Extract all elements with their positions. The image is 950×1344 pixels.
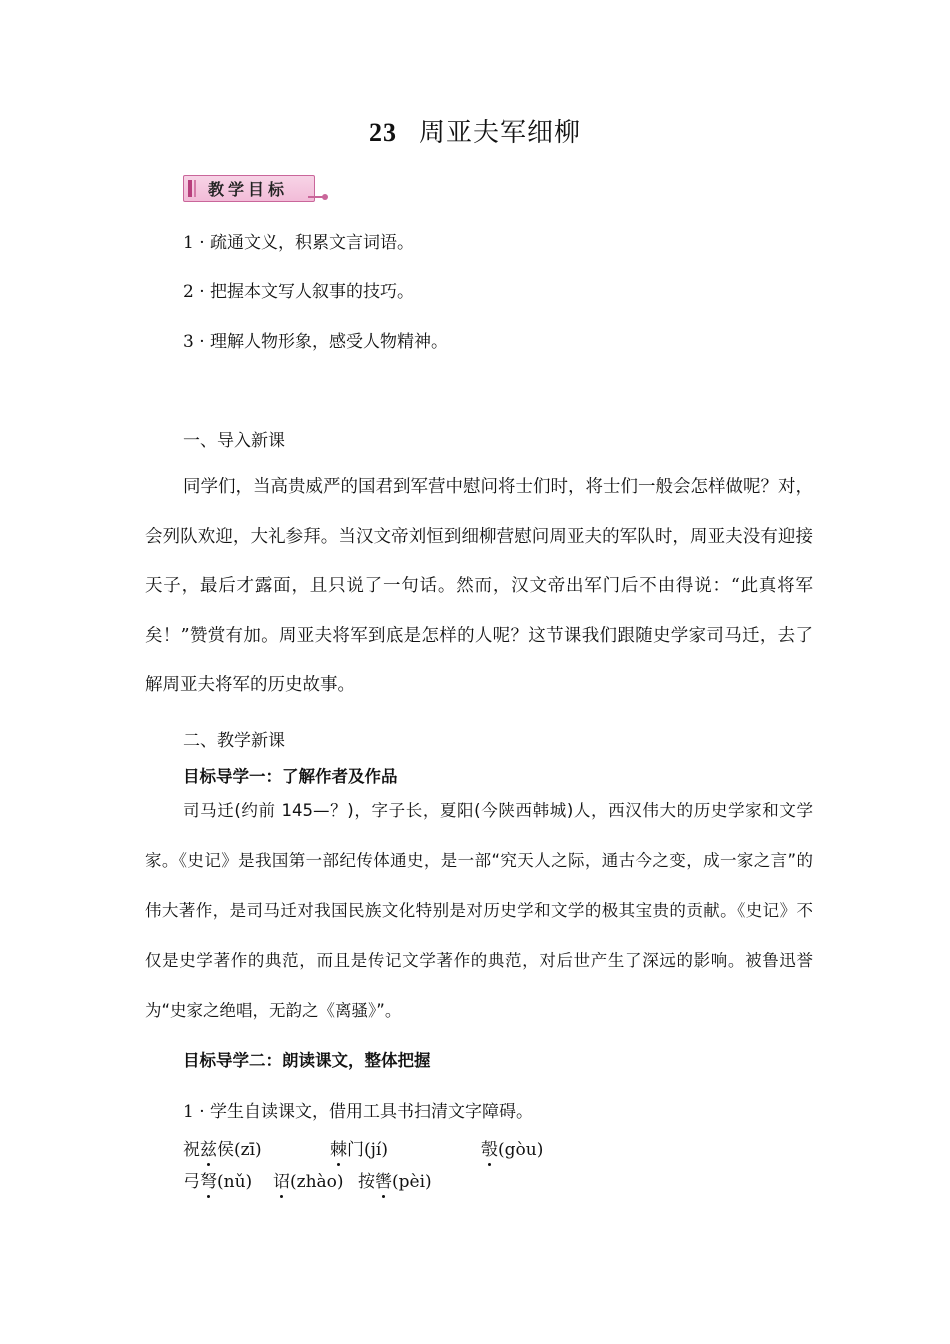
lesson-title — [0, 112, 950, 149]
section-2-heading: 二、教学新课 — [183, 731, 285, 751]
objective-2: 2 · 把握本文写人叙事的技巧。 — [183, 282, 415, 302]
lesson-title-text: 周亚夫军细柳 — [418, 118, 581, 148]
lesson-number: 23 — [368, 118, 397, 147]
vocab-prefix: 弓 — [183, 1172, 200, 1192]
section-1-heading: 一、导入新课 — [183, 431, 285, 451]
objective-3: 3 · 理解人物形象，感受人物精神。 — [183, 332, 449, 352]
banner-stripe — [188, 180, 192, 197]
vocab-marked-char: 弩 — [200, 1167, 217, 1192]
vocab-item — [358, 1167, 432, 1192]
vocab-reading: 门(jí) — [347, 1140, 388, 1160]
vocab-marked-char: 诏 — [273, 1167, 290, 1192]
vocab-marked-char: 兹 — [200, 1135, 217, 1160]
vocab-reading: (nǔ) — [217, 1172, 253, 1192]
vocab-item — [481, 1135, 543, 1160]
banner-label: 教学目标 — [208, 180, 289, 199]
vocab-marked-char: 彀 — [481, 1135, 498, 1160]
vocab-item — [273, 1167, 344, 1192]
vocab-reading: (gòu) — [498, 1140, 544, 1160]
objective-1: 1 · 疏通文义，积累文言词语。 — [183, 233, 415, 253]
goal-1-heading: 目标导学一：了解作者及作品 — [183, 767, 398, 786]
vocab-prefix: 按 — [358, 1172, 375, 1192]
vocab-reading: (pèi) — [392, 1172, 432, 1192]
teaching-goals-banner — [183, 175, 315, 202]
banner-dot — [322, 194, 328, 200]
vocab-reading: 侯(zī) — [217, 1140, 262, 1160]
vocab-item — [183, 1167, 252, 1192]
intro-paragraph: 同学们，当高贵威严的国君到军营中慰问将士们时，将士们一般会怎样做呢？对，会列队欢迎，大礼参拜。当汉文帝刘恒到细柳营慰问周亚夫的军队时，周亚夫没有迎接天子，最后才露面，且只说了一句话。然而，汉文帝出军门后不由得说：“此真将军矣！”赞赏有加。周亚夫将军到底是怎样的人呢？这节课我们跟随史学家司马迁，去了解周亚夫将军的历史故事。 — [145, 477, 813, 695]
vocab-item — [183, 1135, 262, 1160]
vocab-marked-char: 棘 — [330, 1135, 347, 1160]
goal-2-heading: 目标导学二：朗读课文，整体把握 — [183, 1051, 431, 1070]
vocab-reading: (zhào) — [290, 1172, 344, 1192]
vocab-marked-char: 辔 — [375, 1167, 392, 1192]
author-paragraph: 司马迁(约前 145—？)，字子长，夏阳(今陕西韩城)人，西汉伟大的历史学家和文学家。《史记》是我国第一部纪传体通史，是一部“究天人之际，通古今之变，成一家之言”的伟大著作，是司马迁对我国民族文化特别是对历史学和文学的极其宝贵的贡献。《史记》不仅是史学著作的典范，而且是传记文学著作的典范，对后世产生了深远的影响。被鲁迅誉为“史家之绝唱，无韵之《离骚》”。 — [145, 801, 813, 1020]
banner-stripe-thin — [194, 180, 196, 197]
step-1-text: 1 · 学生自读课文，借用工具书扫清文字障碍。 — [183, 1102, 534, 1122]
vocab-prefix: 祝 — [183, 1140, 200, 1160]
vocab-item — [330, 1135, 388, 1160]
